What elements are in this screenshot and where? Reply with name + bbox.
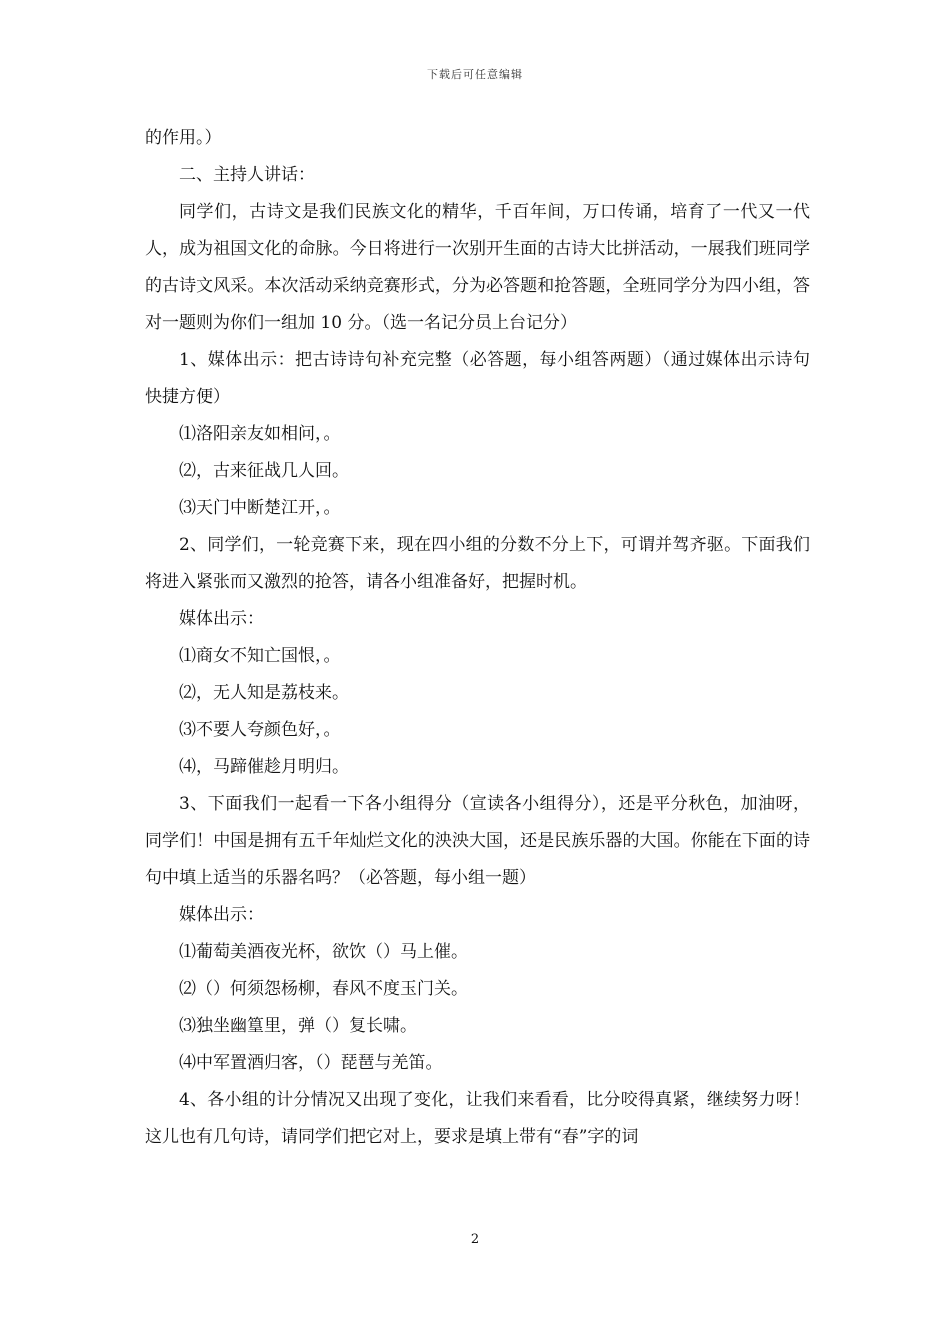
- poem-line: ⑴商女不知亡国恨，。: [179, 646, 341, 666]
- paragraph: 3、下面我们一起看一下各小组得分（宣读各小组得分），还是平分秋色，加油呀，同学们！中国是拥有五千年灿烂文化的泱泱大国，还是民族乐器的大国。你能在下面的诗句中填上适当的乐器名吗？（必答题，每小组一题）: [145, 794, 810, 888]
- paragraph: 媒体出示：: [179, 609, 264, 629]
- section-heading: 二、主持人讲话：: [179, 165, 315, 185]
- poem-line: ⑶不要人夸颜色好，。: [179, 720, 341, 740]
- paragraph: 1、媒体出示：把古诗诗句补充完整（必答题，每小组答两题）（通过媒体出示诗句快捷方便）: [145, 350, 810, 407]
- paragraph: 媒体出示：: [179, 905, 264, 925]
- document-body: [145, 120, 810, 1156]
- poem-line: ⑴葡萄美酒夜光杯，欲饮（）马上催。: [179, 942, 468, 962]
- poem-line: ⑶独坐幽篁里，弹（）复长啸。: [179, 1016, 417, 1036]
- paragraph: 2、同学们，一轮竞赛下来，现在四小组的分数不分上下，可谓并驾齐驱。下面我们将进入紧张而又激烈的抢答，请各小组准备好，把握时机。: [145, 535, 810, 592]
- poem-line: ⑷中军置酒归客，（）琵琶与羌笛。: [179, 1053, 443, 1073]
- poem-line: ⑵（）何须怨杨柳，春风不度玉门关。: [179, 979, 468, 999]
- poem-line: ⑵，无人知是荔枝来。: [179, 683, 349, 703]
- page-number: 2: [470, 1232, 480, 1247]
- poem-line: ⑶天门中断楚江开，。: [179, 498, 341, 518]
- paragraph: 4、各小组的计分情况又出现了变化，让我们来看看，比分咬得真紧，继续努力呀！这儿也有几句诗，请同学们把它对上，要求是填上带有“春”字的词: [145, 1090, 810, 1147]
- paragraph: 同学们，古诗文是我们民族文化的精华，千百年间，万口传诵，培育了一代又一代人，成为祖国文化的命脉。今日将进行一次别开生面的古诗大比拼活动，一展我们班同学的古诗文风采。本次活动采纳竞赛形式，分为必答题和抢答题，全班同学分为四小组，答对一题则为你们一组加 10 分。（选一名记分员上台记分）: [145, 202, 810, 333]
- poem-line: ⑵，古来征战几人回。: [179, 461, 349, 481]
- poem-line: ⑷，马蹄催趁月明归。: [179, 757, 349, 777]
- poem-line: ⑴洛阳亲友如相问，。: [179, 424, 341, 444]
- page-header: 下载后可任意编辑: [427, 68, 523, 81]
- paragraph: 的作用。）: [145, 128, 222, 148]
